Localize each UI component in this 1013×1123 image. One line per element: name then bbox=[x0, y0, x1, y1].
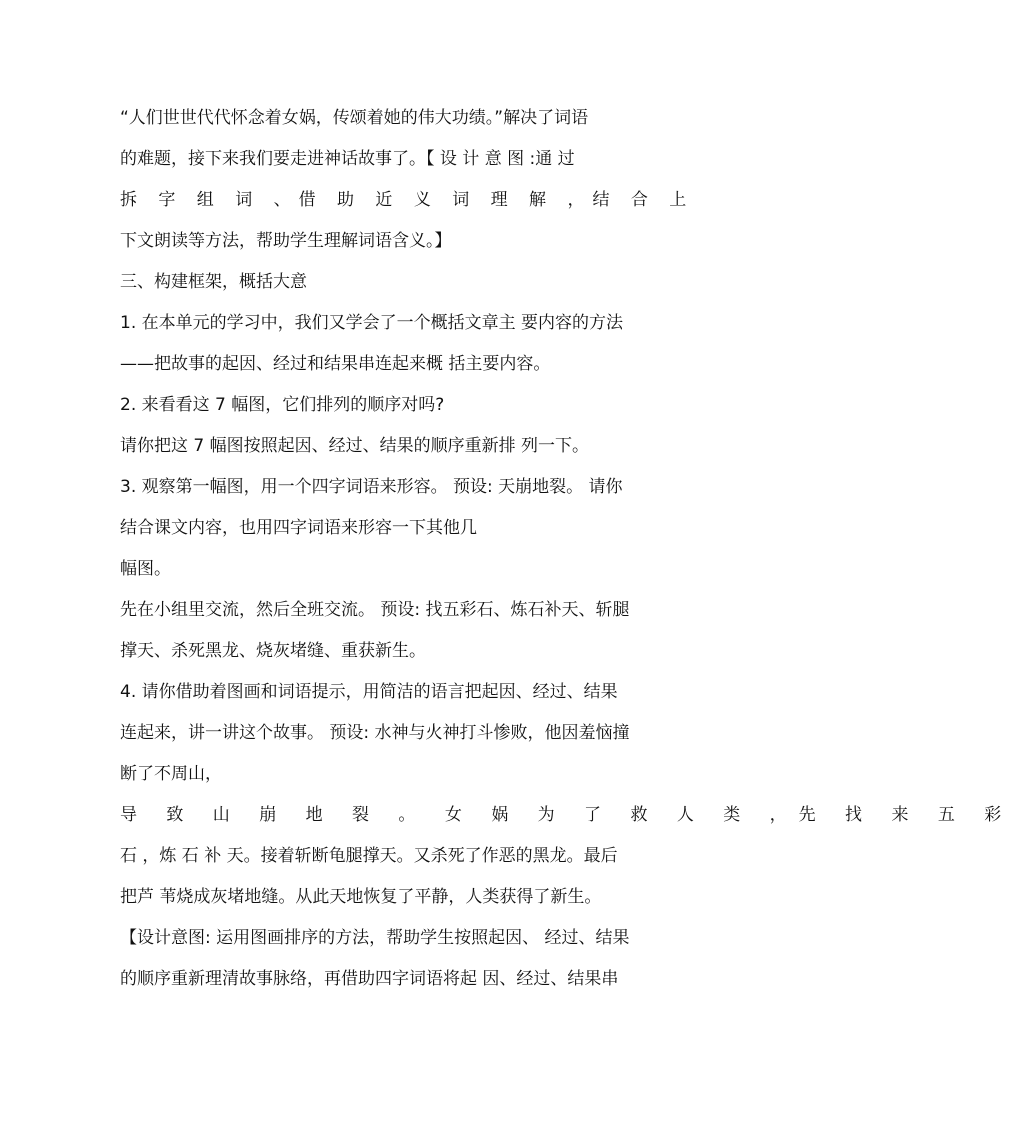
text-line: 的难题，接下来我们要走进神话故事了。【 设 计 意 图 :通 过 bbox=[120, 149, 575, 169]
text-line: 请你把这 7 幅图按照起因、经过、结果的顺序重新排 列一下。 bbox=[120, 436, 590, 456]
text-line: 把芦 苇烧成灰堵地缝。从此天地恢复了平静，人类获得了新生。 bbox=[120, 887, 602, 907]
text-line: 石 ，炼 石 补 天。接着斩断龟腿撑天。又杀死了作恶的黑龙。最后 bbox=[120, 846, 618, 866]
text-line: 1. 在本单元的学习中，我们又学会了一个概括文章主 要内容的方法 bbox=[120, 313, 624, 333]
text-line: 下文朗读等方法，帮助学生理解词语含义。】 bbox=[120, 231, 452, 251]
text-line: 拆 字 组 词 、借 助 近 义 词 理 解 ，结 合 上 bbox=[120, 190, 695, 210]
text-line: 【设计意图: 运用图画排序的方法，帮助学生按照起因、 经过、结果 bbox=[120, 928, 630, 948]
text-line: “人们世世代代怀念着女娲，传颂着她的伟大功绩。”解决了词语 bbox=[120, 108, 589, 128]
text-line: 2. 来看看这 7 幅图，它们排列的顺序对吗? bbox=[120, 395, 445, 415]
text-line: 撑天、杀死黑龙、烧灰堵缝、重获新生。 bbox=[120, 641, 426, 661]
text-line: ——把故事的起因、经过和结果串连起来概 括主要内容。 bbox=[120, 354, 551, 374]
text-line: 导 致 山 崩 地 裂 。 女 娲 为 了 救 人 类 ，先 找 来 五 彩 bbox=[120, 805, 1013, 825]
text-line: 连起来，讲一讲这个故事。 预设: 水神与火神打斗惨败，他因羞恼撞 bbox=[120, 723, 630, 743]
text-line: 先在小组里交流，然后全班交流。 预设: 找五彩石、炼石补天、斩腿 bbox=[120, 600, 630, 620]
text-line: 结合课文内容，也用四字词语来形容一下其他几 bbox=[120, 518, 477, 538]
text-line: 4. 请你借助着图画和词语提示，用简洁的语言把起因、经过、结果 bbox=[120, 682, 618, 702]
text-line: 断了不周山， bbox=[120, 764, 222, 784]
section-heading: 三、构建框架，概括大意 bbox=[120, 272, 307, 292]
text-line: 幅图。 bbox=[120, 559, 171, 579]
text-line: 的顺序重新理清故事脉络，再借助四字词语将起 因、经过、结果串 bbox=[120, 969, 619, 989]
text-line: 3. 观察第一幅图，用一个四字词语来形容。 预设: 天崩地裂。 请你 bbox=[120, 477, 623, 497]
